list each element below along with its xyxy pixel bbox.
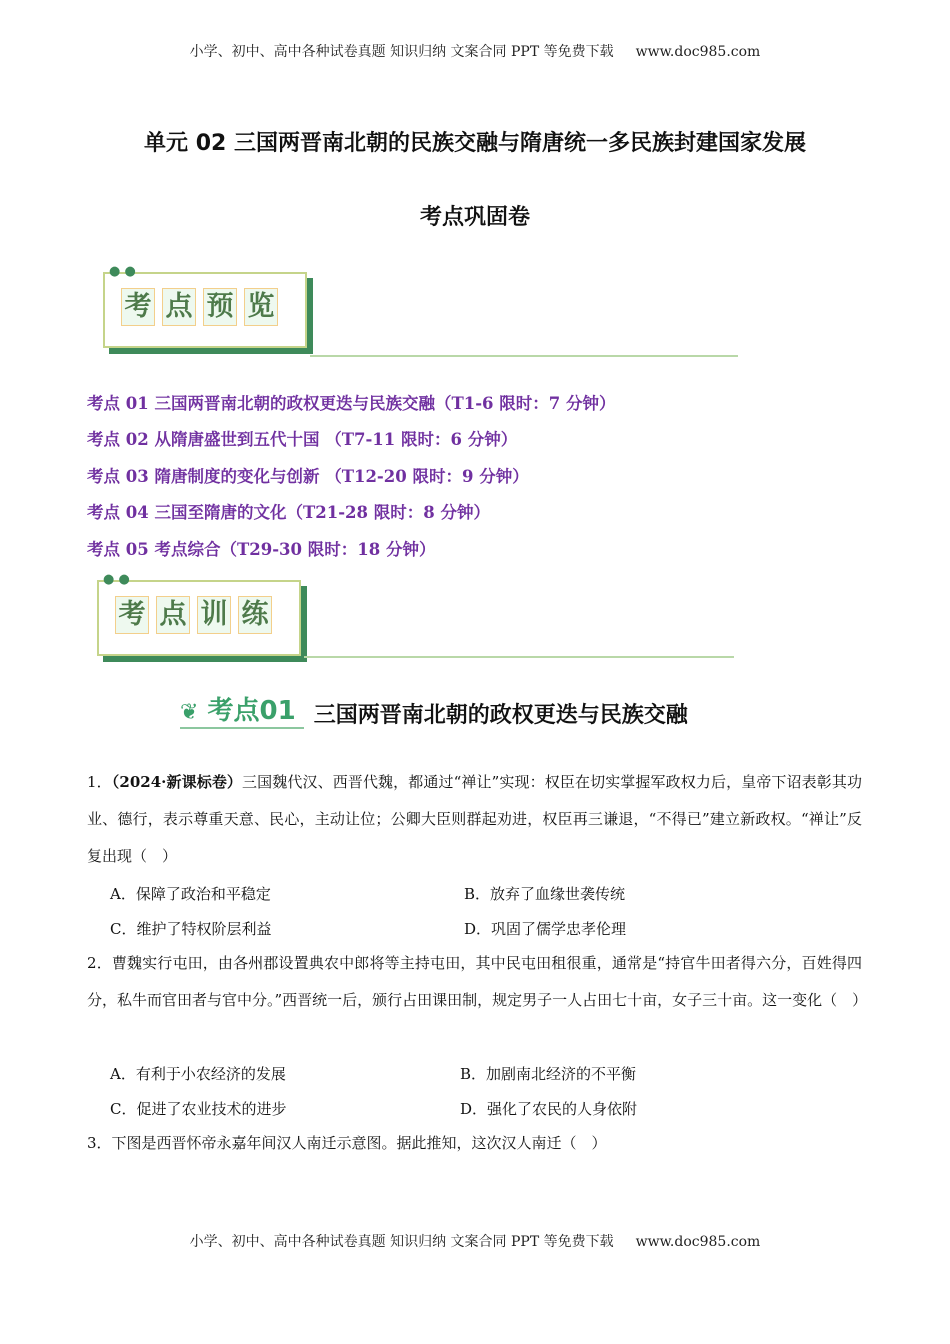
toc-item-04[interactable]: 考点 04 三国至隋唐的文化（T21-28 限时：8 分钟） xyxy=(87,503,490,522)
toc-item-03[interactable]: 考点 03 隋唐制度的变化与创新 （T12-20 限时：9 分钟） xyxy=(87,467,529,486)
page-header xyxy=(0,41,950,61)
badge-char: 考 xyxy=(115,596,149,634)
option-d[interactable]: D．巩固了儒学忠孝伦理 xyxy=(464,920,627,938)
badge-char: 览 xyxy=(244,288,278,326)
footer-text: 小学、初中、高中各种试卷真题 知识归纳 文案合同 PPT 等免费下载 xyxy=(189,1234,614,1250)
option-d[interactable]: D．强化了农民的人身依附 xyxy=(460,1100,638,1118)
option-a[interactable]: A．保障了政治和平稳定 xyxy=(110,885,271,903)
question-text: 三国魏代汉、西晋代魏，都通过“禅让”实现：权臣在切实掌握军政权力后，皇帝下诏表彰其功业、德行，表示尊重天意、民心，主动让位；公卿大臣则群起劝进，权臣再三谦退，“不得已”建立新政权。“禅让”反复出现（ ） xyxy=(87,773,863,865)
toc-item-01[interactable]: 考点 01 三国两晋南北朝的政权更迭与民族交融（T1-6 限时：7 分钟） xyxy=(87,394,616,413)
badge-char: 点 xyxy=(156,596,190,634)
document-subtitle: 考点巩固卷 xyxy=(419,205,530,230)
section-tag xyxy=(180,690,304,729)
option-b[interactable]: B．加剧南北经济的不平衡 xyxy=(460,1065,637,1083)
header-site-link[interactable]: www.doc985.com xyxy=(635,44,761,60)
pin-icon: ● ● xyxy=(109,264,136,279)
question-source: （2024·新课标卷） xyxy=(111,773,243,791)
toc-item-02[interactable]: 考点 02 从隋唐盛世到五代十国 （T7-11 限时：6 分钟） xyxy=(87,430,518,449)
badge-char: 预 xyxy=(203,288,237,326)
divider xyxy=(310,355,738,357)
section-tag-label: 考点01 xyxy=(207,696,296,726)
question-1 xyxy=(87,764,862,875)
footer-site-link[interactable]: www.doc985.com xyxy=(635,1234,761,1250)
badge-char: 考 xyxy=(121,288,155,326)
pin-icon: ● ● xyxy=(103,572,130,587)
divider xyxy=(304,656,734,658)
badge-char: 训 xyxy=(197,596,231,634)
header-text: 小学、初中、高中各种试卷真题 知识归纳 文案合同 PPT 等免费下载 xyxy=(189,44,614,60)
badge-training xyxy=(97,572,301,656)
badge-char: 练 xyxy=(238,596,272,634)
toc-item-05[interactable]: 考点 05 考点综合（T29-30 限时：18 分钟） xyxy=(87,540,436,559)
option-b[interactable]: B．放弃了血缘世袭传统 xyxy=(464,885,626,903)
section-heading xyxy=(180,690,688,729)
question-3: 3．下图是西晋怀帝永嘉年间汉人南迁示意图。据此推知，这次汉人南迁（ ） xyxy=(87,1134,607,1152)
option-a[interactable]: A．有利于小农经济的发展 xyxy=(110,1065,286,1083)
question-2: 2．曹魏实行屯田，由各州郡设置典农中郎将等主持屯田，其中民屯田租很重，通常是“持官牛田者得六分，百姓得四分，私牛而官田者与官中分。”西晋统一后，颁行占田课田制，规定男子一人占田七十亩，女子三十亩。这一变化（ ） xyxy=(87,954,868,1009)
section-title: 三国两晋南北朝的政权更迭与民族交融 xyxy=(313,703,688,728)
option-c[interactable]: C．促进了农业技术的进步 xyxy=(110,1100,287,1118)
document-title: 单元 02 三国两晋南北朝的民族交融与隋唐统一多民族封建国家发展 xyxy=(144,131,806,156)
badge-char: 点 xyxy=(162,288,196,326)
badge-preview xyxy=(103,264,307,348)
question-number: 1． xyxy=(87,773,112,791)
option-c[interactable]: C．维护了特权阶层利益 xyxy=(110,920,272,938)
page-footer xyxy=(0,1231,950,1251)
leaf-icon: ❦ xyxy=(180,700,199,725)
